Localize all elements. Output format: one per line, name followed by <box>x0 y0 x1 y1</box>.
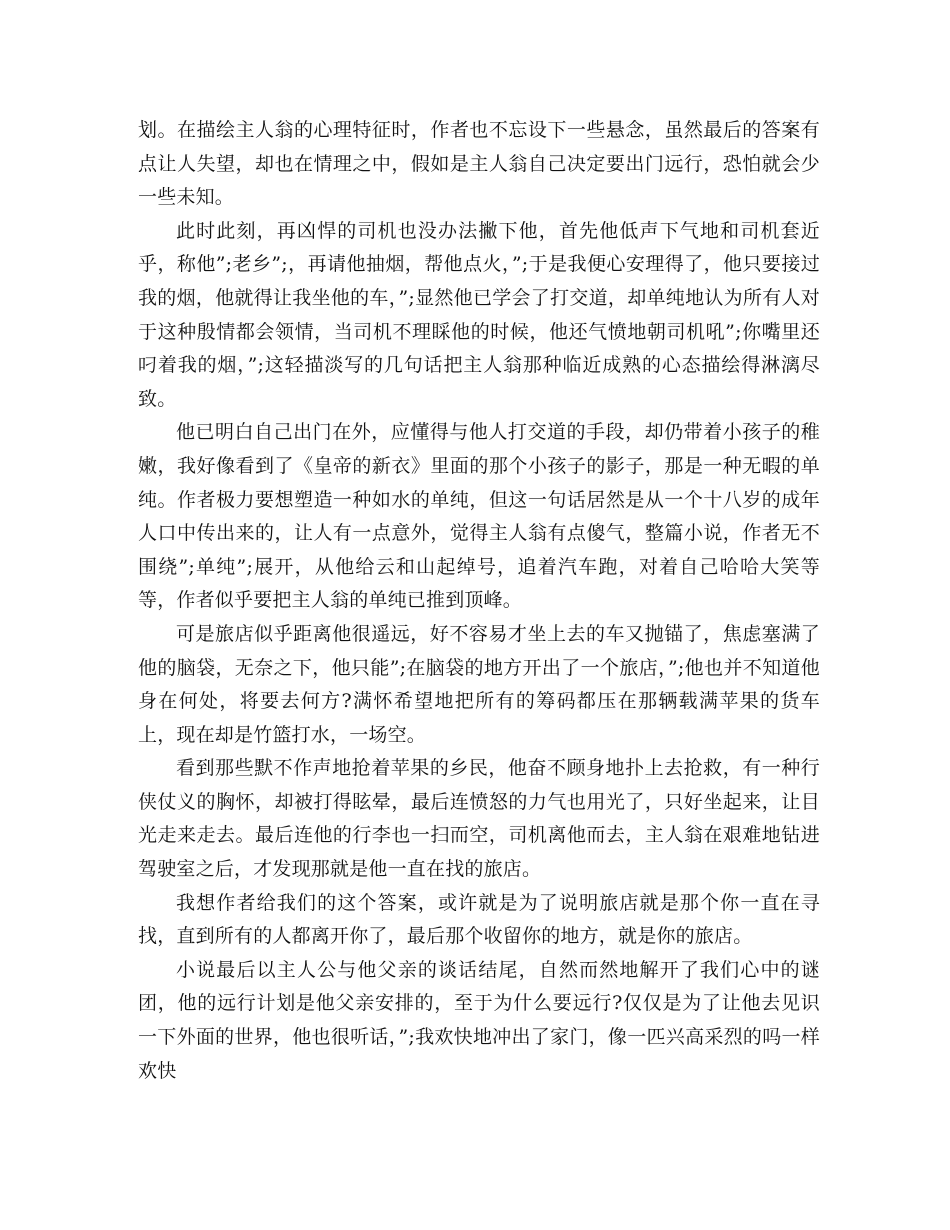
paragraph-5: 看到那些默不作声地抢着苹果的乡民，他奋不顾身地扑上去抢救，有一种行侠仗义的胸怀，却被打得眩晕，最后连愤怒的力气也用光了，只好坐起来，让目光走来走去。最后连他的行李也一扫而空，司机离他而去，主人翁在艰难地钻进驾驶室之后，才发现那就是他一直在找的旅店。 <box>138 757 820 881</box>
paragraph-1: 划。在描绘主人翁的心理特征时，作者也不忘设下一些悬念，虽然最后的答案有点让人失望，却也在情理之中，假如是主人翁自己决定要出门远行，恐怕就会少一些未知。 <box>138 119 820 209</box>
paragraph-3: 他已明白自己出门在外，应懂得与他人打交道的手段，却仍带着小孩子的稚嫩，我好像看到了《皇帝的新衣》里面的那个小孩子的影子，那是一种无暇的单纯。作者极力要想塑造一种如水的单纯，但这一句话居然是从一个十八岁的成年人口中传出来的，让人有一点意外，觉得主人翁有点傻气，整篇小说，作者无不围绕”;单纯”;展开，从他给云和山起绰号，追着汽车跑，对着自己哈哈大笑等等，作者似乎要把主人翁的单纯已推到顶峰。 <box>138 421 820 612</box>
paragraph-7: 小说最后以主人公与他父亲的谈话结尾，自然而然地解开了我们心中的谜团，他的远行计划是他父亲安排的，至于为什么要远行?仅仅是为了让他去见识一下外面的世界，他也很听话，”;我欢快地冲出了家门，像一匹兴高采烈的吗一样欢快 <box>138 958 820 1082</box>
paragraph-2: 此时此刻，再凶悍的司机也没办法撇下他，首先他低声下气地和司机套近乎，称他”;老乡”;，再请他抽烟，帮他点火，”;于是我便心安理得了，他只要接过我的烟，他就得让我坐他的车，”;显然他已学会了打交道，却单纯地认为所有人对于这种殷情都会领情，当司机不理睬他的时候，他还气愤地朝司机吼”;你嘴里还叼着我的烟，”;这轻描淡写的几句话把主人翁那种临近成熟的心态描绘得淋漓尽致。 <box>138 219 820 410</box>
paragraph-4: 可是旅店似乎距离他很遥远，好不容易才坐上去的车又抛锚了，焦虑塞满了他的脑袋，无奈之下，他只能”;在脑袋的地方开出了一个旅店，”;他也并不知道他身在何处，将要去何方?满怀希望地把所有的筹码都压在那辆载满苹果的货车上，现在却是竹篮打水，一场空。 <box>138 622 820 746</box>
document-page <box>138 114 820 1088</box>
paragraph-6: 我想作者给我们的这个答案，或许就是为了说明旅店就是那个你一直在寻找，直到所有的人都离开你了，最后那个收留你的地方，就是你的旅店。 <box>138 891 820 948</box>
